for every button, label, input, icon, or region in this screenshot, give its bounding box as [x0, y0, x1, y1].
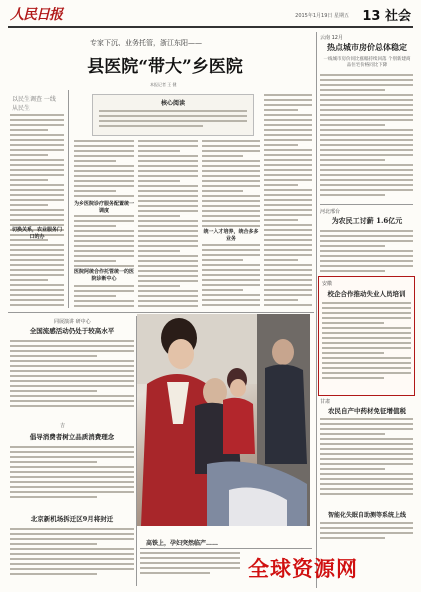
right-tag-3: 安徽: [322, 281, 333, 287]
lower-tag-2: 吉: [60, 423, 66, 429]
lower-body-2: [10, 446, 134, 508]
left-column-body: [10, 114, 64, 310]
watermark-text: 全球资源网: [248, 557, 358, 581]
right-body-2: [320, 230, 413, 280]
lead-subhead-1: 为乡医院诊疗服务配置统一调度: [74, 201, 135, 214]
section-divider: [8, 312, 314, 313]
highlighted-article-box: [318, 276, 415, 396]
page-number: 13 社会: [362, 9, 411, 24]
lead-body-col4: [264, 94, 312, 310]
news-photo: [137, 314, 310, 526]
lead-subhead-2: 医院阿统合作托管统一的医院诊断中心: [74, 269, 135, 282]
lower-tag-1: 同展演讲 研中心: [54, 319, 91, 325]
right-deck-1: 一线城市房价同比涨幅持续回落 个别新建商品住宅价格同比下降: [323, 57, 411, 68]
left-section-title: 以民生调查 一线从民生: [12, 96, 56, 112]
lower-headline-2: 倡导消费者树立品质消费理念: [29, 433, 115, 441]
lower-body-3: [10, 528, 134, 586]
right-headline-2: 为农民工讨薪 1.6亿元: [331, 216, 403, 225]
lower-body-1: [10, 340, 134, 418]
right-body-4: [320, 418, 413, 504]
core-reading-box: [92, 94, 254, 136]
right-headline-1: 热点城市房价总体稳定: [327, 42, 407, 52]
lower-headline-3: 北京新机场拆迁区9月将封迁: [30, 515, 114, 523]
right-tag-1: 云南 12月: [320, 35, 343, 41]
lead-subhead-3: 统一入才培养，统合多多业务: [203, 229, 259, 242]
right-divider-1: [320, 204, 413, 205]
lead-kicker: 专家下沉、业务托管，浙江东阳——: [90, 39, 202, 47]
caption-divider: [140, 548, 312, 549]
left-subhead: 切换关系，农业服务门口的办: [11, 227, 62, 240]
lead-headline: 县医院“带大”乡医院: [87, 57, 243, 77]
right-headline-3: 校企合作推动失业人员培训: [327, 290, 406, 298]
lead-body-col3b: [202, 244, 260, 310]
right-body-3: [319, 298, 414, 388]
core-reading-title: 核心阅读: [160, 100, 185, 107]
lower-headline-1: 全国流感活动仍处于较高水平: [29, 327, 115, 335]
caption-body: [140, 552, 240, 588]
right-tag-4: 甘肃: [320, 399, 331, 405]
right-headline-4: 农民自产中药材免征增值税: [328, 407, 406, 415]
photo-scene: [137, 314, 310, 526]
lead-body-col2: [138, 140, 198, 310]
lead-body-col1: [74, 140, 134, 310]
issue-date: 2015年1月19日 星期五: [295, 13, 349, 19]
right-headline-5: 智能化失眠自助测等系统上线: [327, 512, 406, 519]
right-body-5: [320, 522, 413, 550]
right-tag-2: 河北邢台: [320, 209, 341, 215]
masthead-rule: [8, 26, 413, 28]
column-divider: [68, 90, 69, 308]
right-body-1: [320, 74, 413, 200]
newspaper-logo: 人民日报: [10, 7, 62, 23]
right-column-divider: [316, 32, 317, 588]
lead-byline: 本报记者 王 健: [150, 82, 177, 87]
photo-caption: 高铁上，孕妇突然临产……: [146, 540, 219, 547]
